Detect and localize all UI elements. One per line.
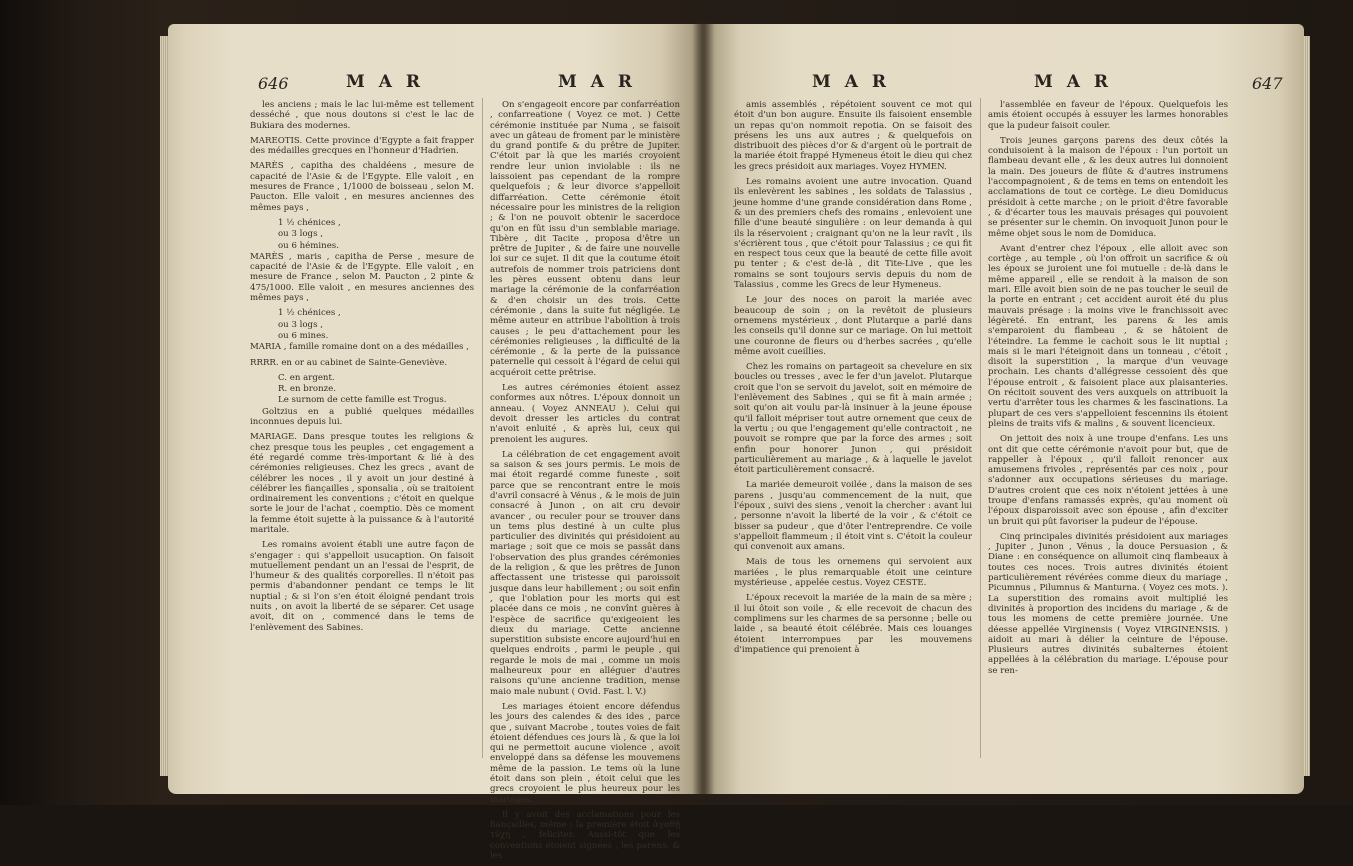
paragraph: On s'engageoit encore par confarréation , confarreatione ( Voyez ce mot. ) Cette cérémonie instituée par Numa , se faisoit avec un gâteau de froment par le ministère du grand pontife & du prêtre de Jupiter. C'étoit par là que les mariés croyoient rendre leur union inviolable : ils ne laissoient pas cependant de la rompre quelquefois ; & leur divorce s'appelloit diffarréation. Cette cérémonie étoit nécessaire pour les ministres de la religion ; & l'on ne pouvoit obtenir le sacerdoce qu'on en fût issu d'un semblable mariage. Tibère , dit Tacite , proposa d'être un prêtre de Jupiter , & de faire une nouvelle loi sur ce sujet. Il dit que la coutume étoit autrefois de nommer trois patriciens dont les pères eussent obtenu dans leur mariage la cérémonie de la confarréation & d'en choisir un des trois. Cette cérémonie , dans la suite fut négligée. Le même auteur en attribue l'abolition à trois causes ; le peu d'attachement pour les cérémonies religieuses , la difficulté de la cérémonie , & la perte de la puissance paternelle qui cessoit à l'égard de celui qui acquéroit cette prêtrise.	[490, 100, 680, 378]
paragraph: La célébration de cet engagement avoit sa saison & ses jours permis. Le mois de mai étoit regardé comme funeste , soit parce que se rencontrant entre le mois d'avril consacré à Vénus , & le mois de juin consacré à Junon , on ait cru devoir avancer , ou reculer pour se trouver dans un tems plus destiné à un culte plus particulier des divinités qui présidoient au mariage ; soit que ce mois se passât dans l'observation des plus grandes cérémonies de la religion , & que les prêtres de Junon affectassent une tristesse qui paroissoit jusque dans leur habillement ; ou soit enfin , que l'oblation pour les morts qui est placée dans ce mois , ne convînt guères à l'espèce de sacrifice qu'exigeoient les dieux du mariage. Cette ancienne superstition subsiste encore aujourd'hui en quelques endroits , parmi le peuple , qui regarde le mois de mai , comme un mois malheureux pour en alléguer d'autres raisons qu'une ancienne tradition, mense maio male nubunt ( Ovid. Fast. l. V.)	[490, 449, 680, 697]
paragraph: ou 6 mines.	[278, 330, 329, 341]
paragraph: Le jour des noces on paroit la mariée avec beaucoup de soin ; on la revêtoit de plusieurs ornemens mystérieux , dont Plutarque a parlé dans les conseils qu'il donne sur ce mariage. On lui mettoit une couronne de fleurs ou d'herbes sacrées , qu'elle même avoit cueillies.	[734, 295, 972, 357]
paragraph: ou 3 logs ,	[278, 229, 323, 240]
column-rule	[482, 98, 483, 758]
paragraph: Cinq principales divinités présidoient aux mariages , Jupiter , Junon , Vénus , la douce Persuasion , & Diane : en conséquence on allumoit cinq flambeaux à toutes ces noces. Trois autres divinités étoient particulièrement révérées comme dieux du mariage , Picumnus , Pilumnus & Manturna. ( Voyez ces mots. ). La superstition des romains avoit multiplié les divinités à proportion des incidens du mariage , & de tous les momens de cette première journée. Une déesse appellée Virginensis ( Voyez VIRGINENSIS. ) aidoit au mari à délier la ceinture de l'épouse. Plusieurs autres divinités subalternes étoient appellées à la célébration du mariage. L'épouse pour se ren-	[988, 531, 1228, 676]
paragraph: ou 6 hémines.	[278, 240, 339, 251]
paragraph: amis assemblés , répétoient souvent ce mot qui étoit d'un bon augure. Ensuite ils faisoient ensemble un repas qu'on nommoit repotia. On se faisoit des présens les uns aux autres ; & quelquefois on distribuoit des pièces d'or & d'argent où le portrait de la mariée étoit frappé Hymeneus étoit le dieu qui chez les grecs présidoit aux mariages. Voyez HYMEN.	[734, 100, 972, 172]
paragraph: Chez les romains on partageoit sa chevelure en six boucles ou tresses , avec le fer d'un javelot. Plutarque croit que l'on se servoit du javelot, soit en mémoire de l'enlèvement des Sabines , qui se fit à main armée ; soit qu'on ait voulu par-là insinuer à la jeune épouse qu'il falloit mépriser tout autre ornement que ceux de la vertu ; ou que l'engagement qu'elle contractoit , ne pouvoit se rompre que par la force des armes ; soit enfin pour honorer Junon , qui présidoit particulièrement au mariage , & à laquelle le javelot étoit particulièrement consacré.	[734, 362, 972, 476]
paragraph: C. en argent.	[278, 372, 335, 383]
paragraph: MARIAGE. Dans presque toutes les religions & chez presque tous les peuples , cet engagement a été regardé comme très-important & lié à des cérémonies religieuses. Chez les grecs , avant de célébrer les noces , il y avoit un jour destiné à célébrer les fiançailles , sponsalia , où se traitoient ordinairement les conventions ; c'étoit en quelque sorte le jour de l'achat , coemptio. Dès ce moment la femme étoit sujette à la puissance & à l'autorité maritale.	[250, 432, 474, 535]
paragraph: les anciens ; mais le lac lui-même est tellement desséché , que nous doutons si c'est le lac de Bukiara des modernes.	[250, 100, 474, 131]
paragraph: L'époux recevoit la mariée de la main de sa mère ; il lui ôtoit son voile , & elle recevoit de chacun des complimens sur les charmes de sa personne ; belle ou laide , sa beauté étoit célébrée. Mais ces louanges étoient interrompues par les mouvemens d'impatience qui prenoient à	[734, 593, 972, 655]
paragraph: Les mariages étoient encore défendus les jours des calendes & des ides , parce que , suivant Macrobe , toutes voies de fait étoient défendues ces jours là , & que la loi qui ne permettoit aucune violence , avoit enveloppé dans sa défense les mouvemens même de la passion. Le tems où la lune étoit dans son plein , étoit celui que les grecs croyoient le plus heureux pour les mariages.	[490, 701, 680, 805]
paragraph: Les romains avoient une autre invocation. Quand ils enlevèrent les sabines , les soldats de Talassius , jeune homme d'une grande considération dans Rome , & un des premiers chefs des romains , enlevoient une fille d'une beauté singulière : on leur demanda à qui ils la réservoient ; craignant qu'on ne la leur ravît , ils s'écrièrent tous , que c'étoit pour Talassius ; ce qui fit en respect tous ceux que la beauté de cette fille avoit pu tenter ; & c'est de-là , dit Tite-Live , que les romains se sont toujours servis depuis du nom de Talassius , comme les Grecs de leur Hymeneus.	[734, 177, 972, 291]
running-head-col2: M A R	[558, 72, 636, 92]
text-column-right	[490, 100, 680, 866]
paragraph: 1 ½ chénices ,	[278, 217, 341, 228]
paragraph: On jettoit des noix à une troupe d'enfans. Les uns ont dit que cette cérémonie n'avoit pour but, que de rappeller à l'époux , qu'il falloit renoncer aux amusemens frivoles , représentés par ces noix , pour s'adonner aux occupations sérieuses du mariage. D'autres croient que ces noix n'étoient jettées à une troupe d'enfans ramassés exprès, qu'au moment où l'époux disparoissoit avec son épouse , afin d'exciter un bruit qui pût favoriser la pudeur de l'épouse.	[988, 434, 1228, 527]
paragraph: R. en bronze.	[278, 384, 336, 395]
column-rule	[980, 98, 981, 758]
text-column-right	[988, 100, 1228, 681]
right-page	[704, 24, 1304, 794]
left-page-edge	[160, 36, 168, 776]
running-head: M A R	[346, 72, 424, 92]
paragraph: Le surnom de cette famille est Trogus.	[278, 395, 447, 406]
running-head: M A R	[812, 72, 890, 92]
page-number: 646	[258, 74, 289, 93]
left-page	[168, 24, 704, 862]
paragraph: l'assemblée en faveur de l'époux. Quelquefois les amis étoient occupés à essuyer les larmes honorables que la pudeur faisoit couler.	[988, 100, 1228, 131]
text-column-left	[734, 100, 972, 660]
paragraph: MARÈS , maris , capitha de Perse , mesure de capacité de l'Asie & de l'Egypte. Elle valoit , en mesure de France , selon M. Paucton , 2 pinte & 475/1000. Elle valoit , en mesures anciennes des mêmes pays ,	[250, 251, 474, 304]
book-gutter	[692, 20, 714, 800]
paragraph: Les romains avoient établi une autre façon de s'engager : qui s'appelloit usucaption. On faisoit mutuellement pendant un an l'essai de l'esprit, de l'humeur & des qualités corporelles. Il n'étoit pas permis d'abandonner pendant ce temps le lit nuptial ; & si l'on s'en étoit éloigné pendant trois nuits , on avoit la liberté de se séparer. Cet usage avoit, dit on , commencé dans le tems de l'enlèvement des Sabines.	[250, 540, 474, 633]
paragraph: ou 3 logs ,	[278, 319, 323, 330]
paragraph: MAREOTIS. Cette province d'Egypte a fait frapper des médailles grecques en l'honneur d'Hadrien.	[250, 135, 474, 157]
paragraph: La mariée demeuroit voilée , dans la maison de ses parens , jusqu'au commencement de la nuit, que l'époux , suivi des siens , venoit la chercher : avant lui , personne n'avoit la liberté de la voir , & c'étoit ce bisser sa pudeur , que d'ôter l'entreprendre. Ce voile s'appelloit flammeum ; il étoit vint s. C'étoit la couleur qui convenoit aux amans.	[734, 480, 972, 553]
paragraph: Goltzius en a publié quelques médailles inconnues depuis lui.	[250, 406, 474, 428]
paragraph: MARÈS , capitha des chaldéens , mesure de capacité de l'Asie & de l'Egypte. Elle valoit , en mesures de France , 1/1000 de boisseau , selon M. Paucton. Elle valoit , en mesures anciennes des mêmes pays ,	[250, 161, 474, 213]
paragraph: 1 ½ chénices ,	[278, 308, 341, 319]
paragraph: MARIA , famille romaine dont on a des médailles ,	[250, 342, 469, 353]
paragraph: Trois jeunes garçons parens des deux côtés la conduisoient à la maison de l'époux : l'un portoit un flambeau devant elle , & les deux autres lui donnoient la main. Des joueurs de flûte & d'autres instrumens l'accompagnoient , & de tems en tems on entendoit les acclamations de tout ce cortège. Le dieu Domiducus présidoit à cette marche ; on le prioit d'être favorable , & d'écarter tous les mauvais présages qui pouvoient se présenter sur le chemin. On invoquoit Junon pour le même objet sous le nom de Domiduca.	[988, 135, 1228, 239]
paragraph: RRRR. en or au cabinet de Sainte-Geneviève.	[250, 357, 448, 368]
running-head-col2: M A R	[1034, 72, 1112, 92]
text-column-left	[250, 100, 474, 638]
paragraph: Il y avoit des acclamations pour les fiançailles, même ; la première étoit ἀγαθῇ τύχῃ , feliciter. Aussi-tôt que les conventions étoient signées , les parens, & les	[490, 809, 680, 862]
page-number: 647	[1252, 74, 1283, 93]
paragraph: Avant d'entrer chez l'époux , elle alloit avec son cortège , au temple , où l'on offroit un sacrifice & où les époux se juroient une foi mutuelle : de-là dans le même appareil , elle se rendoit à la maison de son mari. Elle avoit bien soin de ne pas toucher le seuil de la porte en entrant ; cet accident auroit été du plus mauvais présage : la moins vive le franchissoit avec légèreté. En entrant, les parens & les amis s'emparoient du flambeau , & se hâtoient de l'éteindre. La femme le cachoit sous le lit nuptial ; mais si le mari l'éteignoit dans un tonneau , c'étoit , disoit la superstition , la marque d'un veuvage prochain. Les chants d'allégresse cessoient dès que l'épouse entroit , & faisoient place aux plaisanteries. On récitoit souvent des vers auxquels on attribuoit la vertu d'arrêter tous les charmes & les fascinations. La plupart de ces vers s'appelloient fescennins ils étoient pleins de traits vifs & malins , & souvent licencieux.	[988, 243, 1228, 429]
paragraph: Les autres cérémonies étoient assez conformes aux nôtres. L'époux donnoit un anneau. ( Voyez ANNEAU ). Celui qui devoit dresser les articles du contrat n'avoit enluité , & après lui, ceux qui prenoient les augures.	[490, 383, 680, 445]
paragraph: Mais de tous les ornemens qui servoient aux mariées , le plus remarquable étoit une ceinture mystérieuse , appelée cestus. Voyez CESTE.	[734, 557, 972, 589]
